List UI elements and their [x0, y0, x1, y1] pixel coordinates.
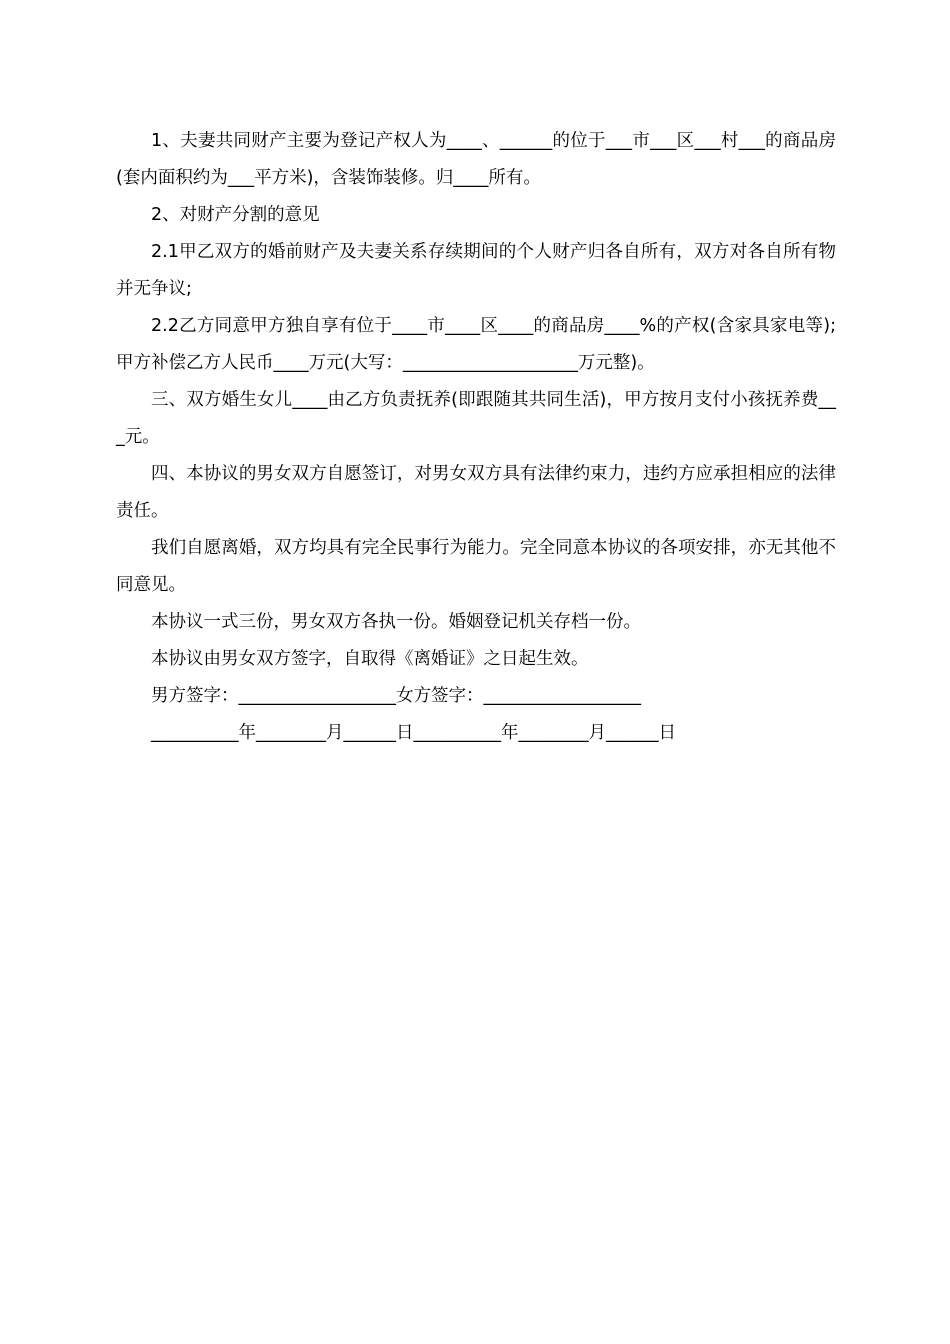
copies-statement: 本协议一式三份，男女双方各执一份。婚姻登记机关存档一份。: [151, 612, 641, 632]
signature-line: 男方签字：__________________女方签字：__________________: [151, 686, 641, 706]
voluntary-statement: 我们自愿离婚，双方均具有完全民事行为能力。完全同意本协议的各项安排，亦无其他不同意见。: [116, 538, 836, 595]
clause-joint-property: 1、夫妻共同财产主要为登记产权人为____、______的位于___市___区___村___的商品房(套内面积约为___平方米)，含装饰装修。归____所有。: [116, 131, 836, 188]
effective-statement: 本协议由男女双方签字，自取得《离婚证》之日起生效。: [151, 649, 589, 669]
clause-2-2: 2.2乙方同意甲方独自享有位于____市____区____的商品房____%的产权(含家具家电等);甲方补偿乙方人民币____万元(大写：____________________万元整)。: [116, 316, 836, 373]
document-body: [116, 123, 836, 752]
date-line: __________年________月______日__________年________月______日: [151, 723, 676, 743]
clause-child-custody: 三、双方婚生女儿____由乙方负责抚养(即跟随其共同生活)，甲方按月支付小孩抚养费___元。: [116, 390, 836, 447]
clause-division-heading: 2、对财产分割的意见: [151, 205, 320, 225]
clause-legal-effect: 四、本协议的男女双方自愿签订，对男女双方具有法律约束力，违约方应承担相应的法律责任。: [116, 464, 836, 521]
clause-2-1: 2.1甲乙双方的婚前财产及夫妻关系存续期间的个人财产归各自所有，双方对各自所有物并无争议;: [116, 242, 836, 299]
